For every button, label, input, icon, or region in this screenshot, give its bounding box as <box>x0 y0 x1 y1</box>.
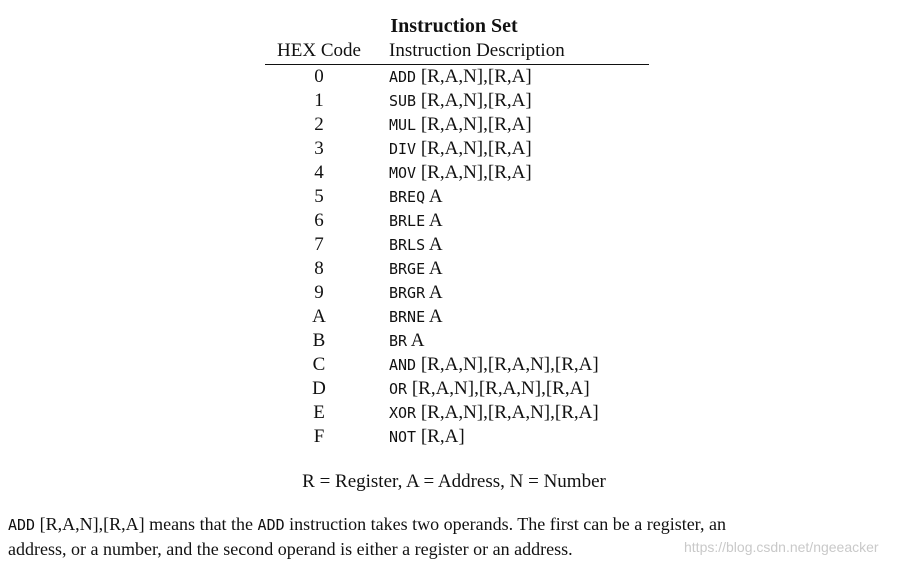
operand-spec: [R,A] <box>420 426 465 447</box>
table-body <box>265 65 649 449</box>
table-row <box>265 377 649 401</box>
instruction-cell <box>373 113 532 137</box>
table-row <box>265 401 649 425</box>
opcode-mnemonic: DIV <box>389 140 417 158</box>
opcode-mnemonic: BR <box>389 332 408 350</box>
instruction-cell <box>373 233 443 257</box>
hex-code-cell: 2 <box>314 114 324 135</box>
table-header <box>265 38 649 65</box>
hex-code-cell: 9 <box>314 282 324 303</box>
table-row <box>265 257 649 281</box>
table-row <box>265 233 649 257</box>
table-row <box>265 425 649 449</box>
operand-spec: [R,A,N],[R,A,N],[R,A] <box>420 354 599 375</box>
inline-code-add: ADD <box>257 516 285 534</box>
hex-code-cell: 4 <box>314 162 324 183</box>
operand-spec: [R,A,N],[R,A,N],[R,A] <box>411 378 590 399</box>
operand-spec: [R,A,N],[R,A,N],[R,A] <box>420 402 599 423</box>
inline-code-add: ADD <box>8 516 36 534</box>
instruction-cell <box>373 281 443 305</box>
table-row <box>265 65 649 89</box>
opcode-mnemonic: BRLE <box>389 212 426 230</box>
header-instruction-description: Instruction Description <box>389 40 565 61</box>
operand-spec: A <box>428 210 443 231</box>
instruction-cell <box>373 65 532 89</box>
opcode-mnemonic: XOR <box>389 404 417 422</box>
instruction-cell <box>373 89 532 113</box>
hex-code-cell: E <box>313 402 325 423</box>
instruction-cell <box>373 377 590 401</box>
opcode-mnemonic: NOT <box>389 428 417 446</box>
instruction-cell <box>373 257 443 281</box>
paragraph-text: [R,A,N],[R,A] means that the <box>39 514 254 534</box>
opcode-mnemonic: BRGR <box>389 284 426 302</box>
operand-spec: [R,A,N],[R,A] <box>420 90 532 111</box>
legend-text: R = Register, A = Address, N = Number <box>302 471 606 492</box>
opcode-mnemonic: BREQ <box>389 188 426 206</box>
hex-code-cell: 3 <box>314 138 324 159</box>
operand-spec: [R,A,N],[R,A] <box>420 66 532 87</box>
paragraph-line-1 <box>8 512 908 537</box>
opcode-mnemonic: OR <box>389 380 408 398</box>
table-row <box>265 209 649 233</box>
instruction-cell <box>373 329 425 353</box>
opcode-mnemonic: ADD <box>389 68 417 86</box>
instruction-cell <box>373 161 532 185</box>
operand-spec: [R,A,N],[R,A] <box>420 114 532 135</box>
opcode-mnemonic: BRNE <box>389 308 426 326</box>
table-row <box>265 185 649 209</box>
operand-spec: [R,A,N],[R,A] <box>420 138 532 159</box>
opcode-mnemonic: AND <box>389 356 417 374</box>
hex-code-cell: C <box>312 354 326 375</box>
opcode-mnemonic: MUL <box>389 116 417 134</box>
table-row <box>265 89 649 113</box>
opcode-mnemonic: BRLS <box>389 236 426 254</box>
table-row <box>265 113 649 137</box>
opcode-mnemonic: MOV <box>389 164 417 182</box>
hex-code-cell: B <box>312 330 326 351</box>
operand-spec: A <box>428 282 443 303</box>
instruction-cell <box>373 425 465 449</box>
operand-spec: A <box>428 258 443 279</box>
hex-code-cell: F <box>313 426 325 447</box>
instruction-cell <box>373 353 599 377</box>
table-row <box>265 329 649 353</box>
hex-code-cell: 8 <box>314 258 324 279</box>
hex-code-cell: D <box>312 378 326 399</box>
hex-code-cell: 1 <box>314 90 324 111</box>
table-row <box>265 353 649 377</box>
paragraph-text: instruction takes two operands. The first can be a register, an <box>289 514 726 534</box>
opcode-mnemonic: SUB <box>389 92 417 110</box>
table-row <box>265 161 649 185</box>
operand-spec: A <box>428 306 443 327</box>
table-row <box>265 137 649 161</box>
operand-spec: A <box>410 330 425 351</box>
header-hex-code: HEX Code <box>277 40 361 61</box>
instruction-cell <box>373 209 443 233</box>
hex-code-cell: 5 <box>314 186 324 207</box>
hex-code-cell: 7 <box>314 234 324 255</box>
instruction-cell <box>373 137 532 161</box>
instruction-cell <box>373 305 443 329</box>
table-row <box>265 305 649 329</box>
watermark-text: https://blog.csdn.net/ngeeacker <box>684 539 879 555</box>
hex-code-cell: 0 <box>314 66 324 87</box>
operand-spec: A <box>428 186 443 207</box>
table-row <box>265 281 649 305</box>
instruction-cell <box>373 401 599 425</box>
instruction-table <box>265 38 649 449</box>
hex-code-cell: A <box>312 306 326 327</box>
hex-code-cell: 6 <box>314 210 324 231</box>
operand-spec: A <box>428 234 443 255</box>
opcode-mnemonic: BRGE <box>389 260 426 278</box>
table-title: Instruction Set <box>390 15 518 37</box>
operand-spec: [R,A,N],[R,A] <box>420 162 532 183</box>
paragraph-line-2: address, or a number, and the second operand is either a register or an address. <box>8 539 573 559</box>
instruction-cell <box>373 185 443 209</box>
